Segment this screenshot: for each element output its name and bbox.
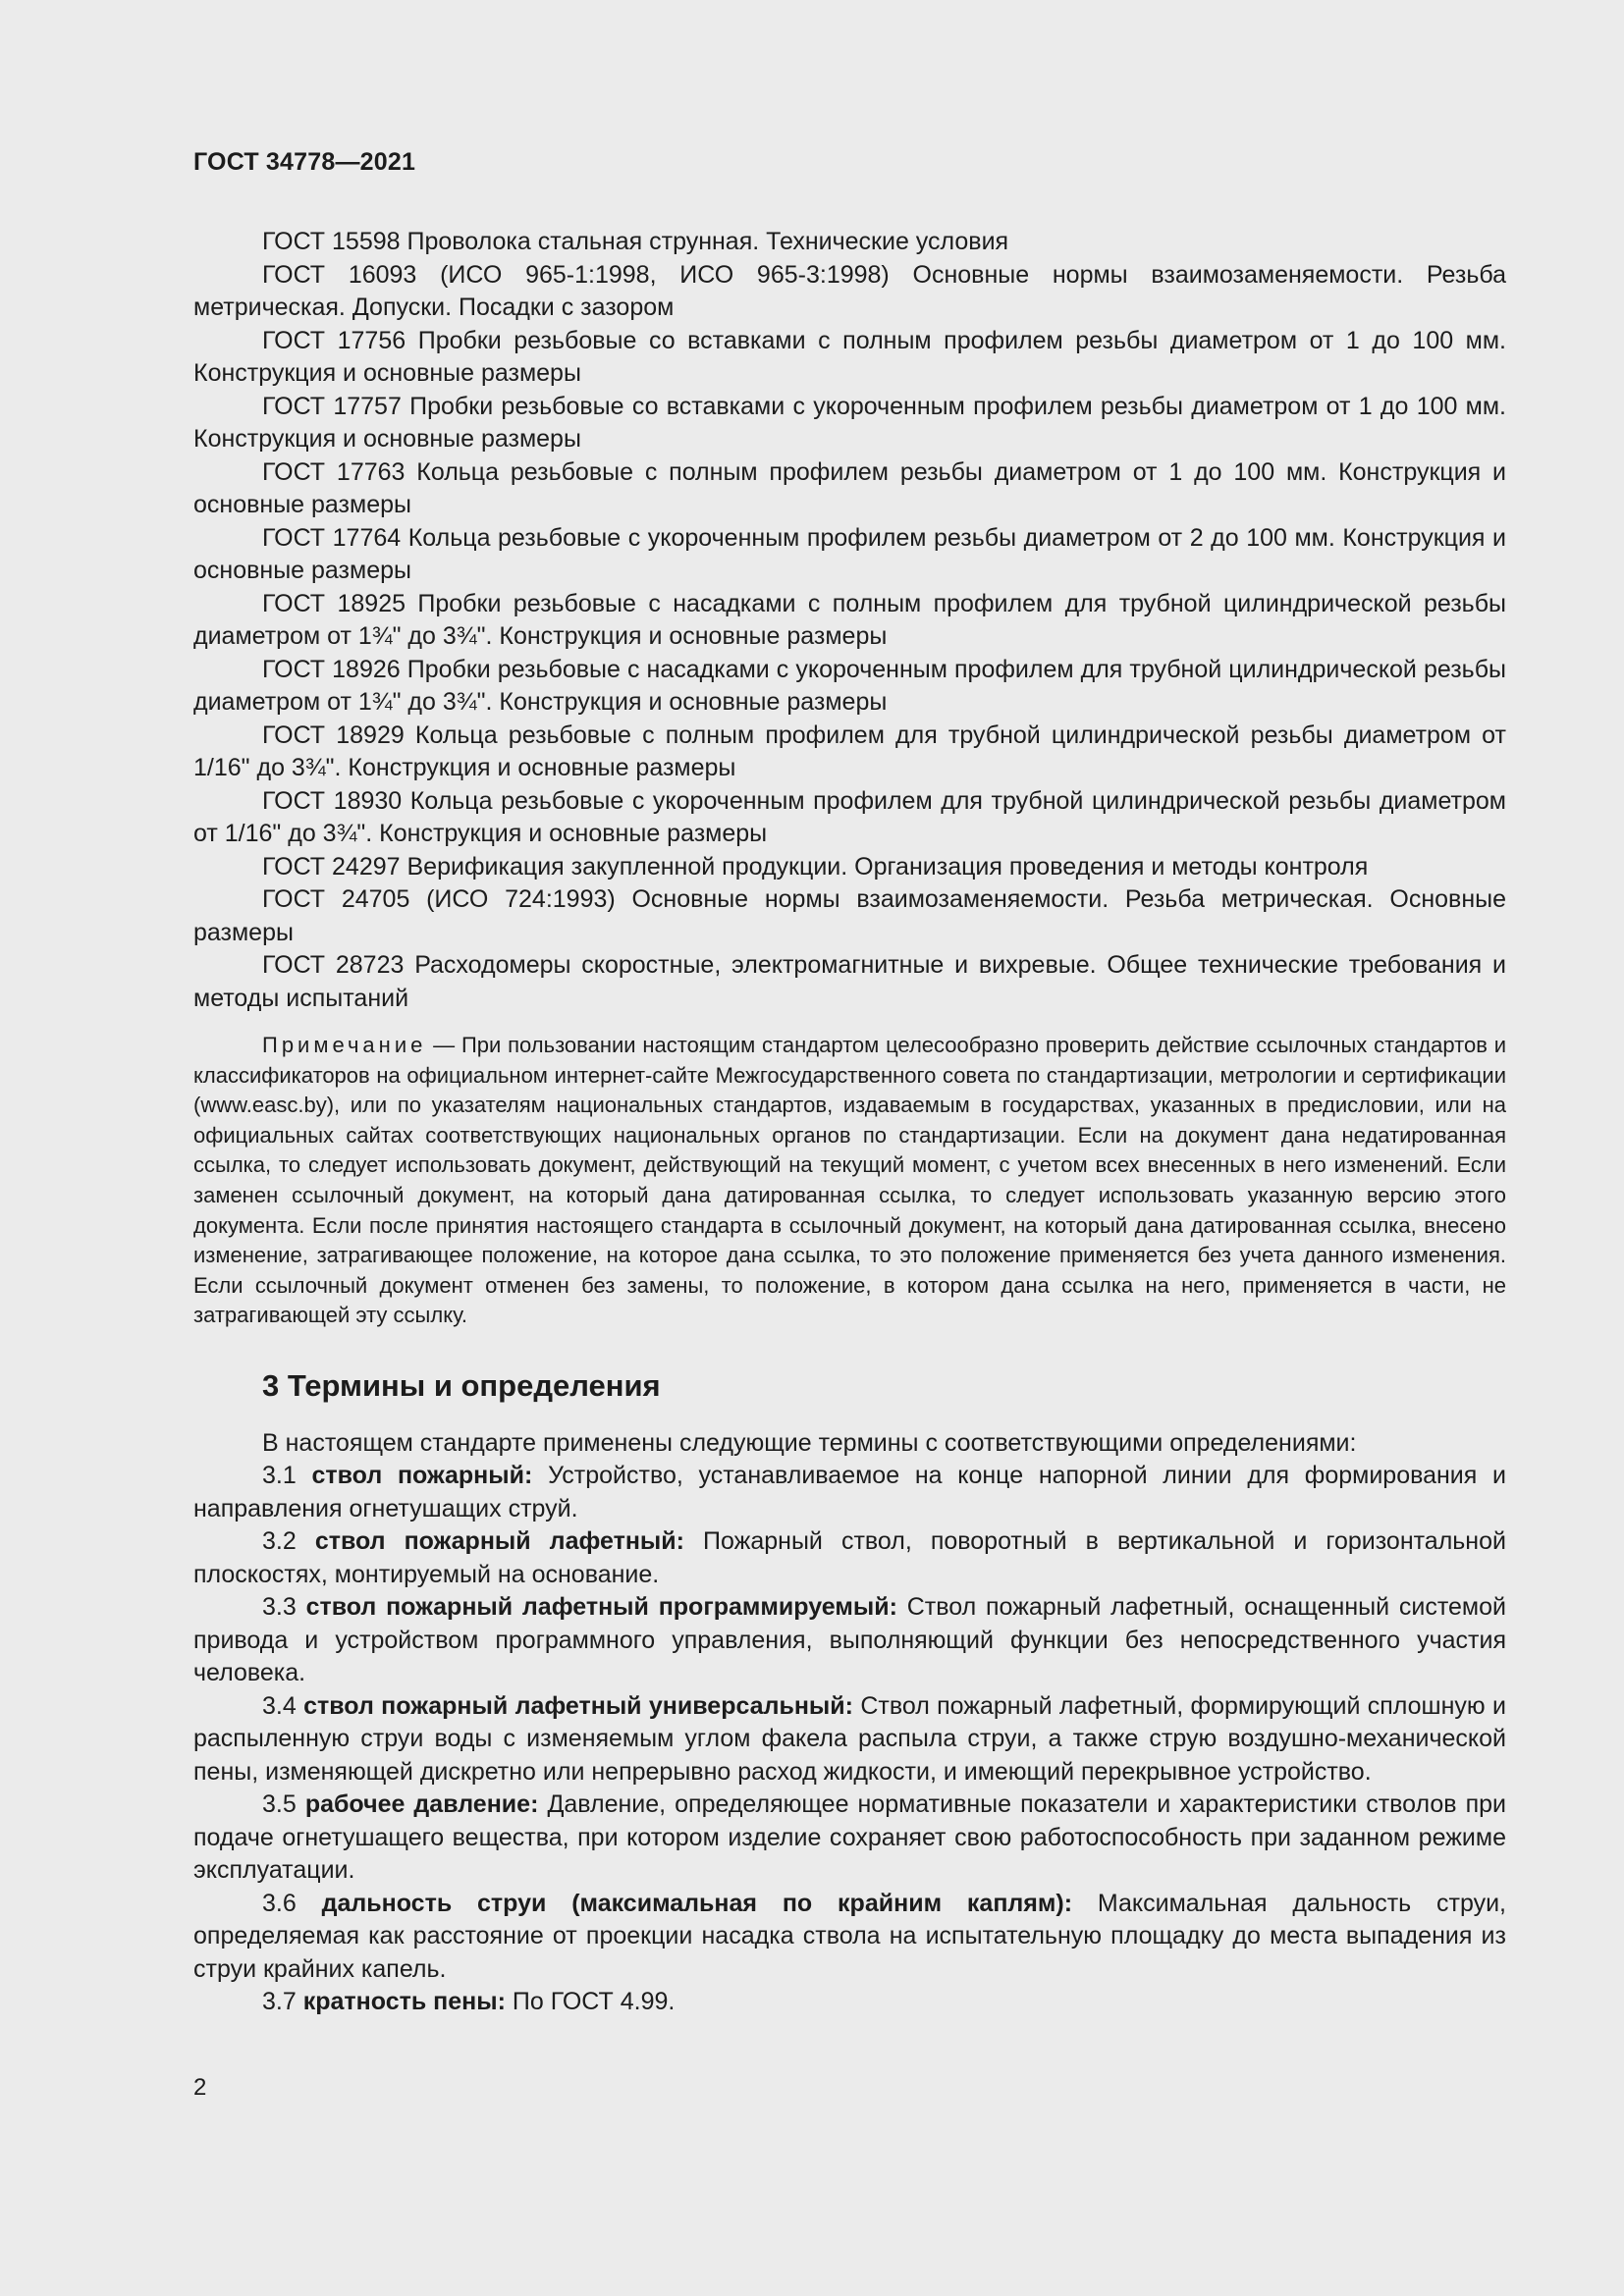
reference-title: Кольца резьбовые с укороченным профилем резьбы диаметром от 2 до 100 мм. Конструкция и основные размеры	[193, 523, 1506, 584]
reference-item	[193, 883, 1506, 949]
reference-code: ГОСТ 18930	[262, 786, 403, 815]
reference-title: Расходомеры скоростные, электромагнитные и вихревые. Общее технические требования и методы испытаний	[193, 951, 1506, 1012]
reference-item	[193, 720, 1506, 785]
term-number: 3.6	[262, 1889, 297, 1917]
term-number: 3.1	[262, 1462, 297, 1490]
reference-code: ГОСТ 24297	[262, 852, 401, 881]
term-entry	[193, 1789, 1506, 1888]
reference-title: Верификация закупленной продукции. Организация проведения и методы контроля	[406, 852, 1369, 881]
reference-item	[193, 851, 1506, 884]
reference-code: ГОСТ 17757	[262, 392, 402, 420]
reference-title: Основные нормы взаимозаменяемости. Резьба метрическая. Основные размеры	[193, 885, 1506, 946]
term-number: 3.4	[262, 1691, 297, 1720]
term-name: рабочее давление:	[304, 1790, 539, 1819]
term-definition: Ствол пожарный лафетный, оснащенный системой привода и устройством программного управления, выполняющий функции без непосредственного участия человека.	[193, 1593, 1506, 1687]
reference-item	[193, 785, 1506, 851]
term-entry	[193, 1690, 1506, 1789]
note-paragraph	[193, 1031, 1506, 1331]
reference-item	[193, 654, 1506, 720]
reference-code: ГОСТ 18925	[262, 589, 406, 617]
reference-title: Пробки резьбовые со вставками с укороченным профилем резьбы диаметром от 1 до 100 мм. Конструкция и основные размеры	[193, 392, 1506, 453]
reference-code: ГОСТ 18929	[262, 721, 405, 749]
reference-code: ГОСТ 15598	[262, 228, 401, 255]
note-label: Примечание	[262, 1033, 427, 1057]
page-number: 2	[193, 2074, 207, 2101]
term-entry	[193, 1888, 1506, 1987]
reference-item	[193, 522, 1506, 588]
reference-title: Проволока стальная струнная. Технические условия	[406, 228, 1009, 255]
term-entry	[193, 1460, 1506, 1525]
normative-references-list	[193, 226, 1506, 1015]
reference-code: ГОСТ 18926	[262, 655, 401, 683]
document-header: ГОСТ 34778—2021	[193, 148, 416, 176]
term-definition: По ГОСТ 4.99.	[512, 1988, 676, 2016]
terms-section	[193, 1427, 1506, 2019]
term-definition: Ствол пожарный лафетный, формирующий сплошную и распыленную струи воды с изменяемым углом факела распыла струи, а также струю воздушно-механической пены, изменяющей дискретно или непрерывно расход жидкости, и имеющий перекрывное устройство.	[193, 1691, 1506, 1786]
term-definition: Устройство, устанавливаемое на конце напорной линии для формирования и направления огнетушащих струй.	[193, 1462, 1506, 1522]
reference-title: Основные нормы взаимозаменяемости. Резьба метрическая. Допуски. Посадки с зазором	[193, 260, 1507, 321]
reference-code: ГОСТ 17764	[262, 523, 402, 552]
term-name: ствол пожарный лафетный программируемый:	[305, 1593, 897, 1622]
reference-title: Пробки резьбовые со вставками с полным профилем резьбы диаметром от 1 до 100 мм. Конструкция и основные размеры	[193, 326, 1506, 387]
section-heading: 3 Термины и определения	[262, 1367, 661, 1403]
reference-code: ГОСТ 16093 (ИСО 965-1:1998, ИСО 965-3:1998)	[262, 260, 890, 289]
term-number: 3.7	[262, 1988, 297, 2016]
reference-item	[193, 226, 1506, 259]
term-definition: Давление, определяющее нормативные показатели и характеристики стволов при подаче огнетушащего вещества, при котором изделие сохраняет свою работоспособность при заданном режиме эксплуатации.	[193, 1790, 1507, 1885]
term-name: кратность пены:	[302, 1988, 506, 2016]
term-entry	[193, 1525, 1506, 1591]
term-number: 3.3	[262, 1593, 297, 1622]
reference-code: ГОСТ 24705 (ИСО 724:1993)	[262, 885, 616, 913]
reference-item	[193, 456, 1506, 522]
reference-title: Кольца резьбовые с полным профилем резьбы диаметром от 1 до 100 мм. Конструкция и основные размеры	[193, 457, 1506, 518]
reference-code: ГОСТ 17756	[262, 326, 406, 354]
reference-title: Пробки резьбовые с насадками с укороченным профилем для трубной цилиндрической резьбы диаметром от 1¾" до 3¾". Конструкция и основные размеры	[193, 655, 1506, 716]
reference-title: Кольца резьбовые с укороченным профилем для трубной цилиндрической резьбы диаметром от 1/16" до 3¾". Конструкция и основные размеры	[193, 786, 1506, 847]
reference-item	[193, 588, 1506, 654]
term-definition: Максимальная дальность струи, определяемая как расстояние от проекции насадка ствола на испытательную площадку до места выпадения из струи крайних капель.	[193, 1889, 1506, 1983]
reference-code: ГОСТ 17763	[262, 457, 406, 486]
term-entry	[193, 1591, 1506, 1690]
reference-item	[193, 325, 1506, 391]
term-name: ствол пожарный лафетный:	[314, 1527, 684, 1556]
section-intro: В настоящем стандарте применены следующие термины с соответствующими определениями:	[262, 1428, 1357, 1457]
reference-title: Кольца резьбовые с полным профилем для трубной цилиндрической резьбы диаметром от 1/16" до 3¾". Конструкция и основные размеры	[193, 721, 1506, 781]
term-name: дальность струи (максимальная по крайним каплям):	[321, 1889, 1073, 1917]
term-definition: Пожарный ствол, поворотный в вертикальной и горизонтальной плоскостях, монтируемый на основание.	[193, 1527, 1506, 1588]
page-content	[193, 226, 1506, 2019]
reference-item	[193, 391, 1506, 456]
term-name: ствол пожарный:	[311, 1462, 533, 1490]
reference-item	[193, 949, 1506, 1015]
term-name: ствол пожарный лафетный универсальный:	[303, 1691, 853, 1720]
term-number: 3.5	[262, 1790, 297, 1819]
note-text: — При пользовании настоящим стандартом целесообразно проверить действие ссылочных стандартов и классификаторов на официальном интернет-сайте Межгосударственного совета по стандартизации, метрологии и сертификации (www.easc.by), или по указателям национальных стандартов, издаваемым в государствах, указанных в предисловии, или на официальных сайтах соответствующих национальных органов по стандартизации. Если на документ дана недатированная ссылка, то следует использовать документ, действующий на текущий момент, с учетом всех внесенных в него изменений. Если заменен ссылочный документ, на который дана датированная ссылка, то следует использовать указанную версию этого документа. Если после принятия настоящего стандарта в ссылочный документ, на который дана датированная ссылка, внесено изменение, затрагивающее положение, на которое дана ссылка, то это положение применяется без учета данного изменения. Если ссылочный документ отменен без замены, то положение, в котором дана ссылка на него, применяется в части, не затрагивающей эту ссылку.	[193, 1033, 1506, 1328]
reference-code: ГОСТ 28723	[262, 951, 405, 979]
term-number: 3.2	[262, 1527, 297, 1556]
term-entry	[193, 1986, 1506, 2019]
reference-title: Пробки резьбовые с насадками с полным профилем для трубной цилиндрической резьбы диаметром от 1¾" до 3¾". Конструкция и основные размеры	[193, 589, 1506, 650]
reference-item	[193, 259, 1506, 325]
